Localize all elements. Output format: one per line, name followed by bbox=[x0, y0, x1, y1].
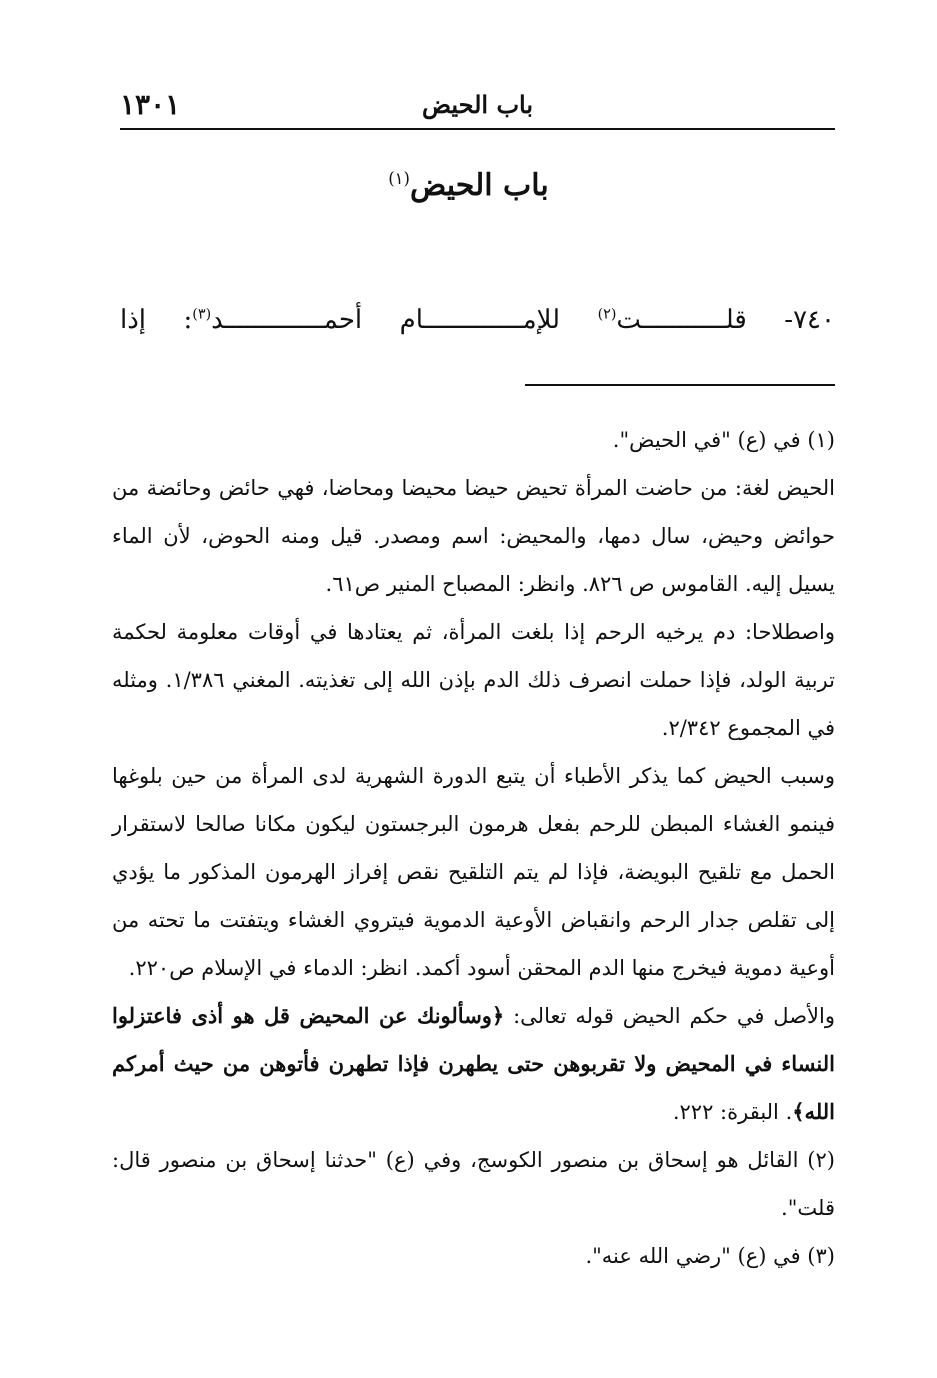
running-header-title: باب الحيض bbox=[421, 90, 534, 119]
quran-verse: ﴿وسألونك عن المحيض قل هو أذى فاعتزلوا النساء في المحيض ولا تقربوهن حتى يطهرن فإذا تطهرن فأتوهن من حيث أمركم الله﴾ bbox=[112, 1003, 835, 1124]
running-header bbox=[120, 84, 835, 130]
opening-line bbox=[120, 300, 835, 340]
entry-number: ٧٤٠- bbox=[784, 305, 835, 335]
asl-intro: والأصل في حكم الحيض قوله تعالى: bbox=[504, 1004, 835, 1028]
chapter-title bbox=[0, 168, 937, 203]
quran-reference: . البقرة: ٢٢٢. bbox=[672, 1100, 793, 1124]
footnote-ref-2: (٢) bbox=[597, 306, 617, 323]
word-idha: : إذا bbox=[120, 305, 193, 335]
chapter-title-text: باب الحيض bbox=[409, 168, 549, 203]
page-number: ١٣٠١ bbox=[120, 88, 181, 121]
footnote-3: (٣) في (ع) "رضي الله عنه". bbox=[585, 1244, 835, 1268]
footnote-1-lughatan: الحيض لغة: من حاضت المرأة تحيض حيضا محيضا ومحاضا، فهي حائض وحائضة من حوائض وحيض، سال دمها، والمحيض: اسم ومصدر. قيل ومنه الحوض، لأن الماء يسيل إليه. القاموس ص ٨٢٦. وانظر: المصباح المنير ص٦١. bbox=[112, 476, 835, 596]
footnote-separator bbox=[525, 384, 835, 386]
word-ahmad: أحمـــــــــــــد bbox=[211, 305, 363, 335]
footnote-1: (١) في (ع) "في الحيض". bbox=[612, 428, 835, 452]
footnotes bbox=[112, 416, 835, 1280]
word-qult: قلـــــــــــت bbox=[616, 305, 747, 335]
footnote-ref-1: (١) bbox=[388, 169, 410, 188]
footnote-1-asl bbox=[112, 992, 835, 1136]
footnote-1-sabab: وسبب الحيض كما يذكر الأطباء أن يتبع الدورة الشهرية لدى المرأة من حين بلوغها فينمو الغشاء المبطن للرحم بفعل هرمون البرجستون ليكون مكانا صالحا لاستقرار الحمل مع تلقيح البويضة، فإذا لم يتم التلقيح نقص إفراز الهرمون المذكور ما يؤدي إلى تقلص جدار الرحم وانقباض الأوعية الدموية فيتروي الغشاء ويتفتت ما تحته من أوعية دموية فيخرج منها الدم المحقن أسود أكمد. انظر: الدماء في الإسلام ص٢٢٠. bbox=[112, 764, 835, 980]
footnote-ref-3: (٣) bbox=[192, 306, 212, 323]
footnote-1-istilahan: واصطلاحا: دم يرخيه الرحم إذا بلغت المرأة، ثم يعتادها في أوقات معلومة لحكمة تربية الولد، فإذا حملت انصرف ذلك الدم بإذن الله إلى تغذيته. المغني ١/٣٨٦. ومثله في المجموع ٢/٣٤٢. bbox=[112, 620, 835, 740]
word-lil-imam: للإمـــــــــــــام bbox=[399, 305, 561, 335]
footnote-2: (٢) القائل هو إسحاق بن منصور الكوسج، وفي (ع) "حدثنا إسحاق بن منصور قال: قلت". bbox=[112, 1148, 835, 1220]
